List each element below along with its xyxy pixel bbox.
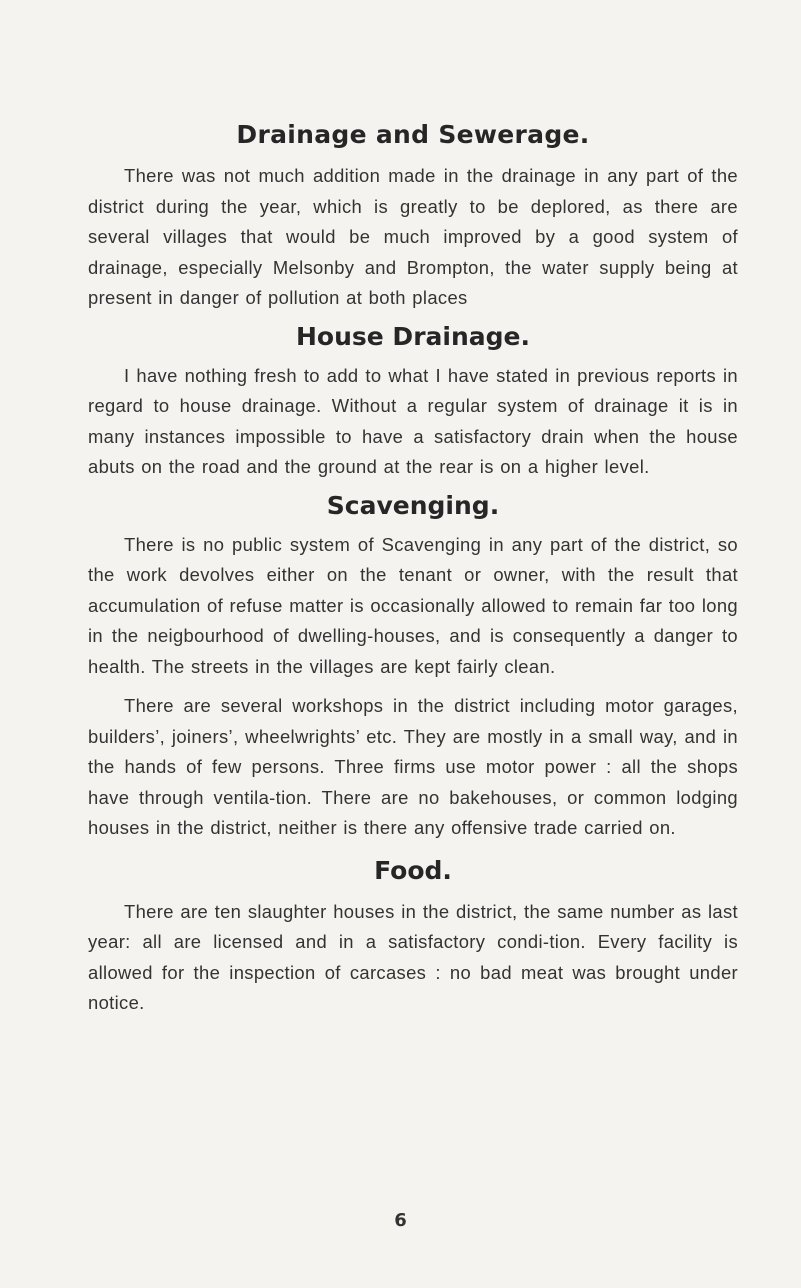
paragraph-house-drainage: I have nothing fresh to add to what I have stated in previous reports in regard to house drainage. Without a regular system of drainage it is in many instances impossible to have a satisfactory drain when the house abuts on the road and the ground at the rear is on a higher level.: [88, 364, 738, 477]
paragraph-drainage: There was not much addition made in the drainage in any part of the district during the year, which is greatly to be deplored, as there are several villages that would be much improved by a good system of drainage, especially Melsonby and Brompton, the water supply being at present in danger of pollution at both places: [88, 165, 738, 308]
section-heading-house-drainage: House Drainage.: [296, 321, 530, 351]
page-number: 6: [394, 1210, 407, 1231]
paragraph-food: There are ten slaughter houses in the district, the same number as last year: all are licensed and in a satisfactory condi-tion. Every facility is allowed for the inspection of carcases : no bad meat was brought under notice.: [88, 900, 738, 1013]
section-heading-scavenging: Scavenging.: [326, 490, 500, 520]
document-page: [88, 120, 738, 1019]
section-heading-food: Food.: [374, 855, 452, 885]
paragraph-workshops: There are several workshops in the district including motor garages, builders’, joiners’, wheelwrights’ etc. They are mostly in a small way, and in the hands of few persons. Three firms use motor power : all the shops have through ventila-tion. There are no bakehouses, or common lodging houses in the district, neither is there any offensive trade carried on.: [88, 695, 738, 838]
section-heading-drainage: Drainage and Sewerage.: [236, 120, 590, 149]
paragraph-scavenging: There is no public system of Scavenging in any part of the district, so the work devolves either on the tenant or owner, with the result that accumulation of refuse matter is occasionally allowed to remain far too long in the neigbourhood of dwelling-houses, and is consequently a danger to health. The streets in the villages are kept fairly clean.: [88, 533, 738, 677]
